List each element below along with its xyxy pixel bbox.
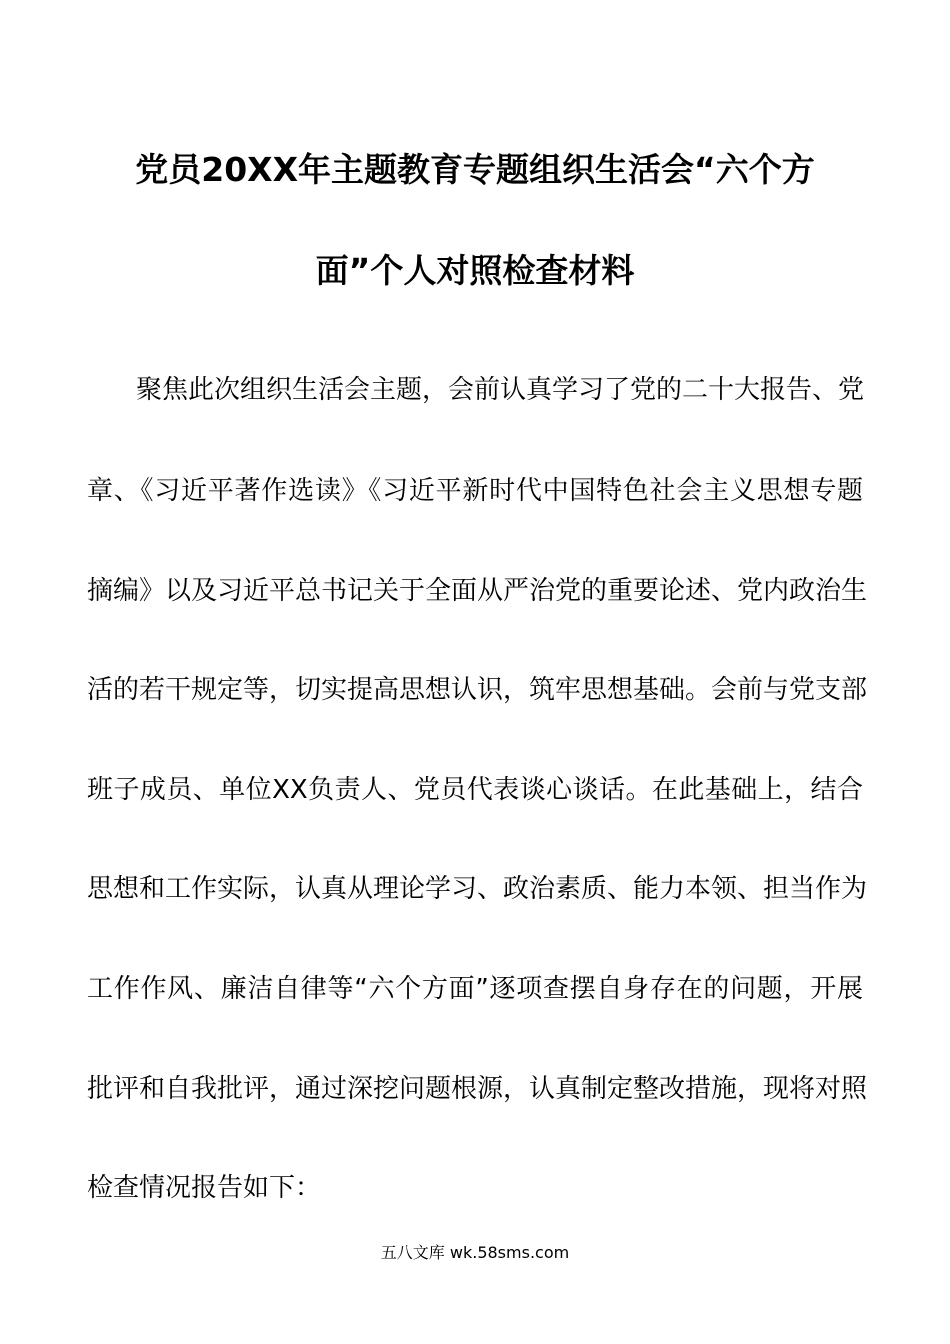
paragraph-line-7: 工作作风、廉洁自律等“六个方面”逐项查摆自身存在的问题，开展 <box>87 974 863 1004</box>
paragraph-line-6: 思想和工作实际，认真从理论学习、政治素质、能力本领、担当作为 <box>87 874 868 904</box>
document-title-line-1: 党员20XX年主题教育专题组织生活会“六个方 <box>135 150 815 189</box>
paragraph-line-5: 班子成员、单位XX负责人、党员代表谈心谈话。在此基础上，结合 <box>87 775 863 805</box>
paragraph-line-9: 检查情况报告如下： <box>87 1173 322 1203</box>
document-title-line-2: 面”个人对照检查材料 <box>315 251 635 290</box>
paragraph-line-8: 批评和自我批评，通过深挖问题根源，认真制定整改措施，现将对照 <box>87 1074 868 1104</box>
paragraph-line-4: 活的若干规定等，切实提高思想认识，筑牢思想基础。会前与党支部 <box>87 675 868 705</box>
footer-watermark-text: 五八文库 wk.58sms.com <box>380 1243 570 1262</box>
paragraph-line-1: 聚焦此次组织生活会主题，会前认真学习了党的二十大报告、党 <box>136 375 865 405</box>
paragraph-line-2: 章、《习近平著作选读》《习近平新时代中国特色社会主义思想专题 <box>87 476 863 506</box>
paragraph-line-3: 摘编》以及习近平总书记关于全面从严治党的重要论述、党内政治生 <box>87 576 868 606</box>
